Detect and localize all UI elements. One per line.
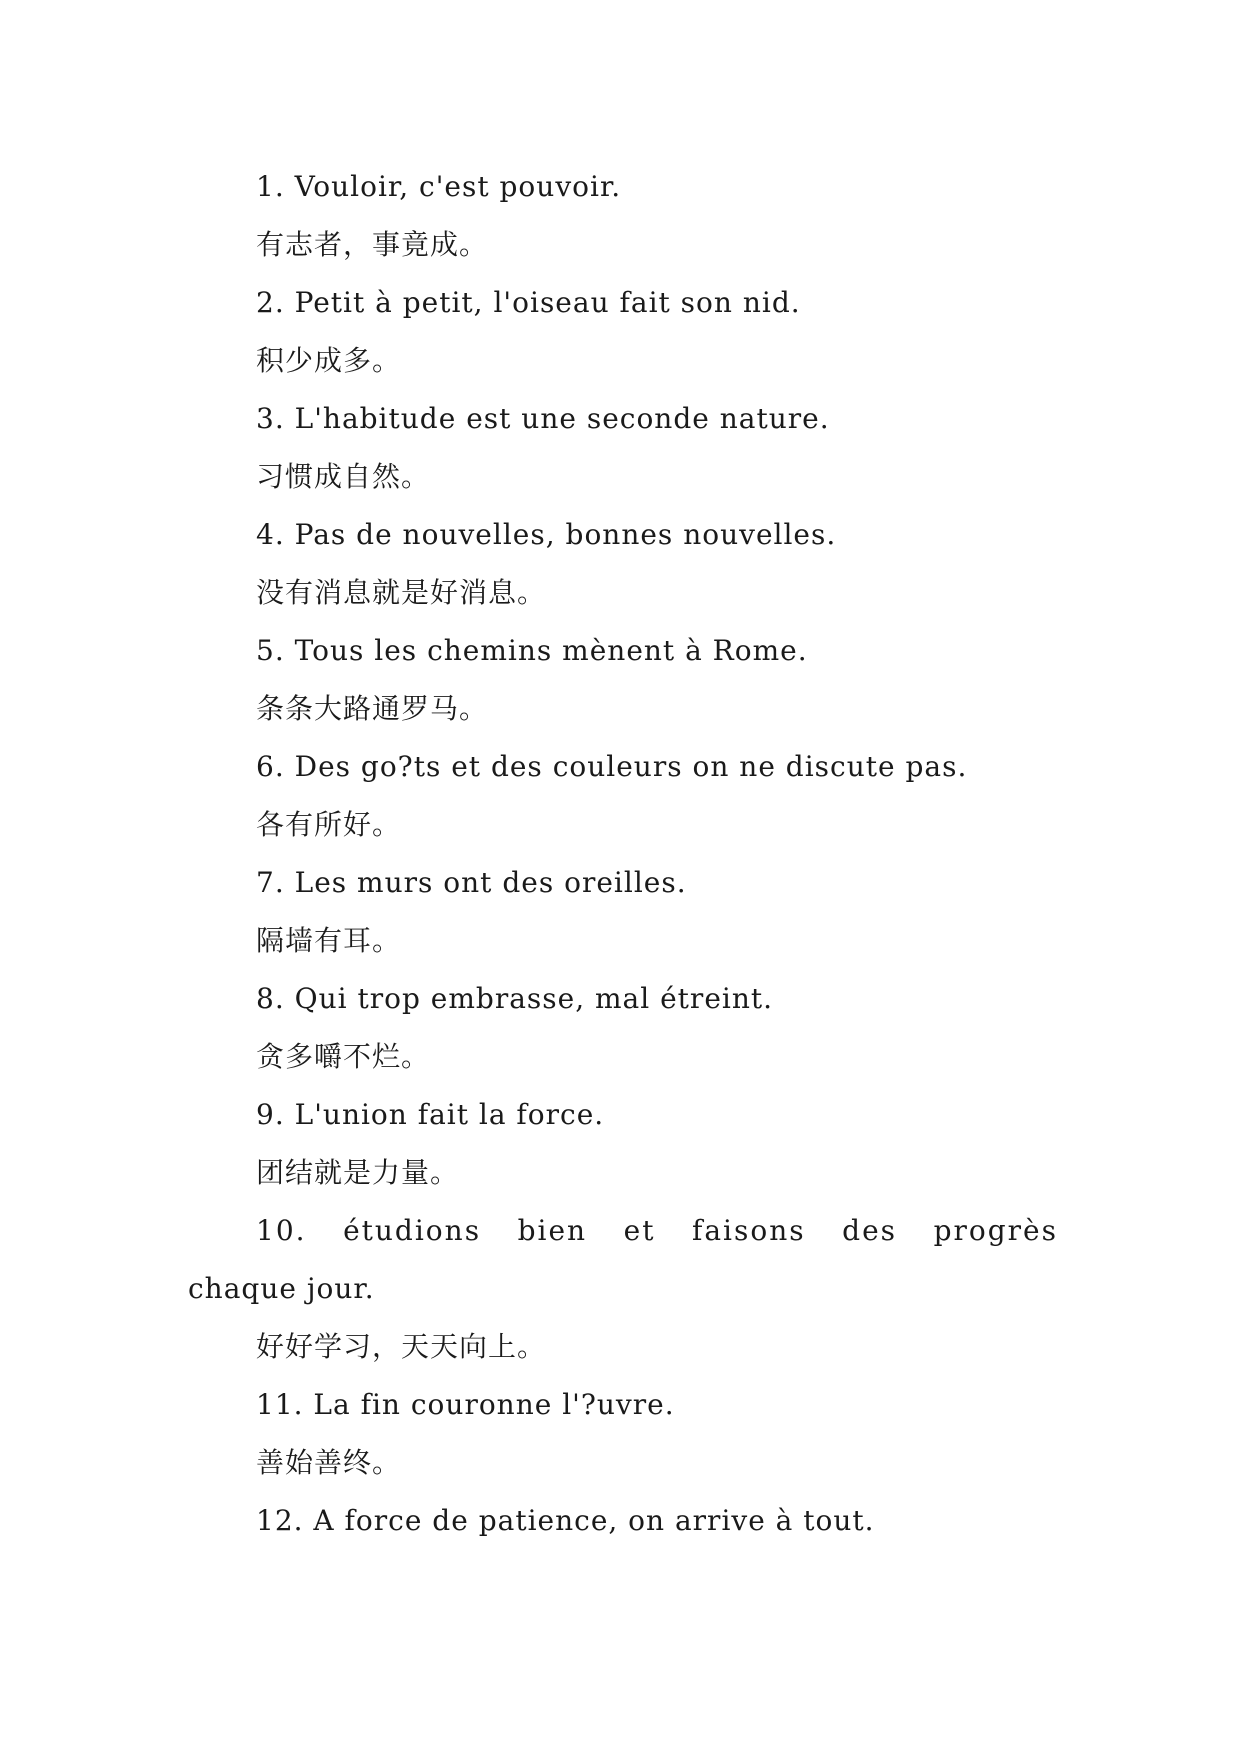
proverb-7-chinese: 隔墙有耳。 [256,924,402,957]
proverb-3-chinese: 习惯成自然。 [256,460,431,493]
proverb-8-chinese: 贪多嚼不烂。 [256,1040,431,1073]
proverb-1-french: 1. Vouloir, c'est pouvoir. [256,170,622,203]
proverb-6-french: 6. Des go?ts et des couleurs on ne discute pas. [256,750,968,783]
proverb-9-french: 9. L'union fait la force. [256,1098,605,1131]
proverb-8-french: 8. Qui trop embrasse, mal étreint. [256,982,774,1015]
proverb-4-chinese: 没有消息就是好消息。 [256,576,547,609]
proverb-6-chinese: 各有所好。 [256,808,402,841]
proverb-10-french: 10. étudions bien et faisons des progrès [256,1214,1058,1247]
proverb-5-chinese: 条条大路通罗马。 [256,692,489,725]
proverb-5-french: 5. Tous les chemins mènent à Rome. [256,634,808,667]
proverb-2-chinese: 积少成多。 [256,344,402,377]
proverb-10-chinese: 好好学习，天天向上。 [256,1330,547,1363]
proverb-11-chinese: 善始善终。 [256,1446,402,1479]
proverb-10-french-continued: chaque jour. [188,1272,375,1305]
proverb-4-french: 4. Pas de nouvelles, bonnes nouvelles. [256,518,837,551]
proverb-12-french: 12. A force de patience, on arrive à tout. [256,1504,875,1537]
proverb-1-chinese: 有志者，事竟成。 [256,228,489,261]
proverb-list [188,158,1058,1550]
proverb-11-french: 11. La fin couronne l'?uvre. [256,1388,675,1421]
proverb-7-french: 7. Les murs ont des oreilles. [256,866,687,899]
proverb-2-french: 2. Petit à petit, l'oiseau fait son nid. [256,286,801,319]
proverb-9-chinese: 团结就是力量。 [256,1156,460,1189]
proverb-3-french: 3. L'habitude est une seconde nature. [256,402,830,435]
